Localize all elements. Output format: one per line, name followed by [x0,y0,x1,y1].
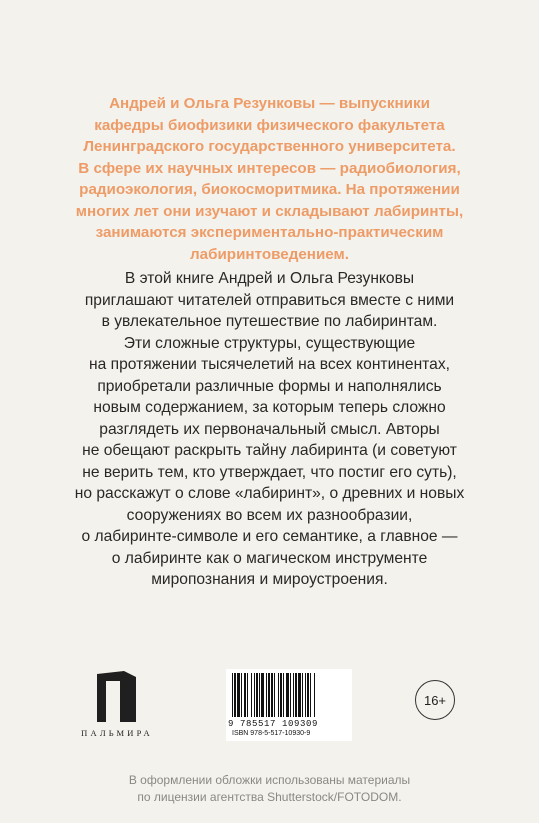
isbn: ISBN 978-5-517-10930-9 [232,730,311,737]
age-rating-label: 16+ [423,692,447,708]
book-description: В этой книге Андрей и Ольга Резунковы приглашают читателей отправиться вместе с ними в увлекательное путешествие по лабиринтам. Эти сложные структуры, существующие на протяжении тысячелетий на всех континентах, приобретали различные формы и наполнялись новым содержанием, за которым теперь сложно разглядеть их первоначальный смысл. Авторы не обещают раскрыть тайну лабиринта (и советуют не верить тем, кто утверждает, что постиг его суть), но расскажут о слове «лабиринт», о древних и новых сооружениях во всем их разнообразии, о лабиринте-символе и его семантике, а главное — о лабиринте как о магическом инструменте миропознания и мироустроения. [74,270,465,588]
publisher-logo [78,668,156,740]
author-bio: Андрей и Ольга Резунковы — выпускники кафедры биофизики физического факультета Ленинградского государственного университета. В сфере их научных интересов — радиобиология, радиоэкология, биокосморитмика. На протяжении многих лет они изучают и складывают лабиринты, занимаются экспериментально-практическим лабиринтоведением. [75,95,464,263]
barcode [226,669,352,741]
publisher-name: ПАЛЬМИРА [81,728,153,738]
barcode-bars [226,669,352,719]
palmira-icon [88,668,146,724]
cover-credits: В оформлении обложки использованы материалы по лицензии агентства Shutterstock/FOTODOM. [128,773,411,804]
barcode-number: 9 785517 109309 [228,719,319,729]
age-rating-badge [415,680,455,720]
